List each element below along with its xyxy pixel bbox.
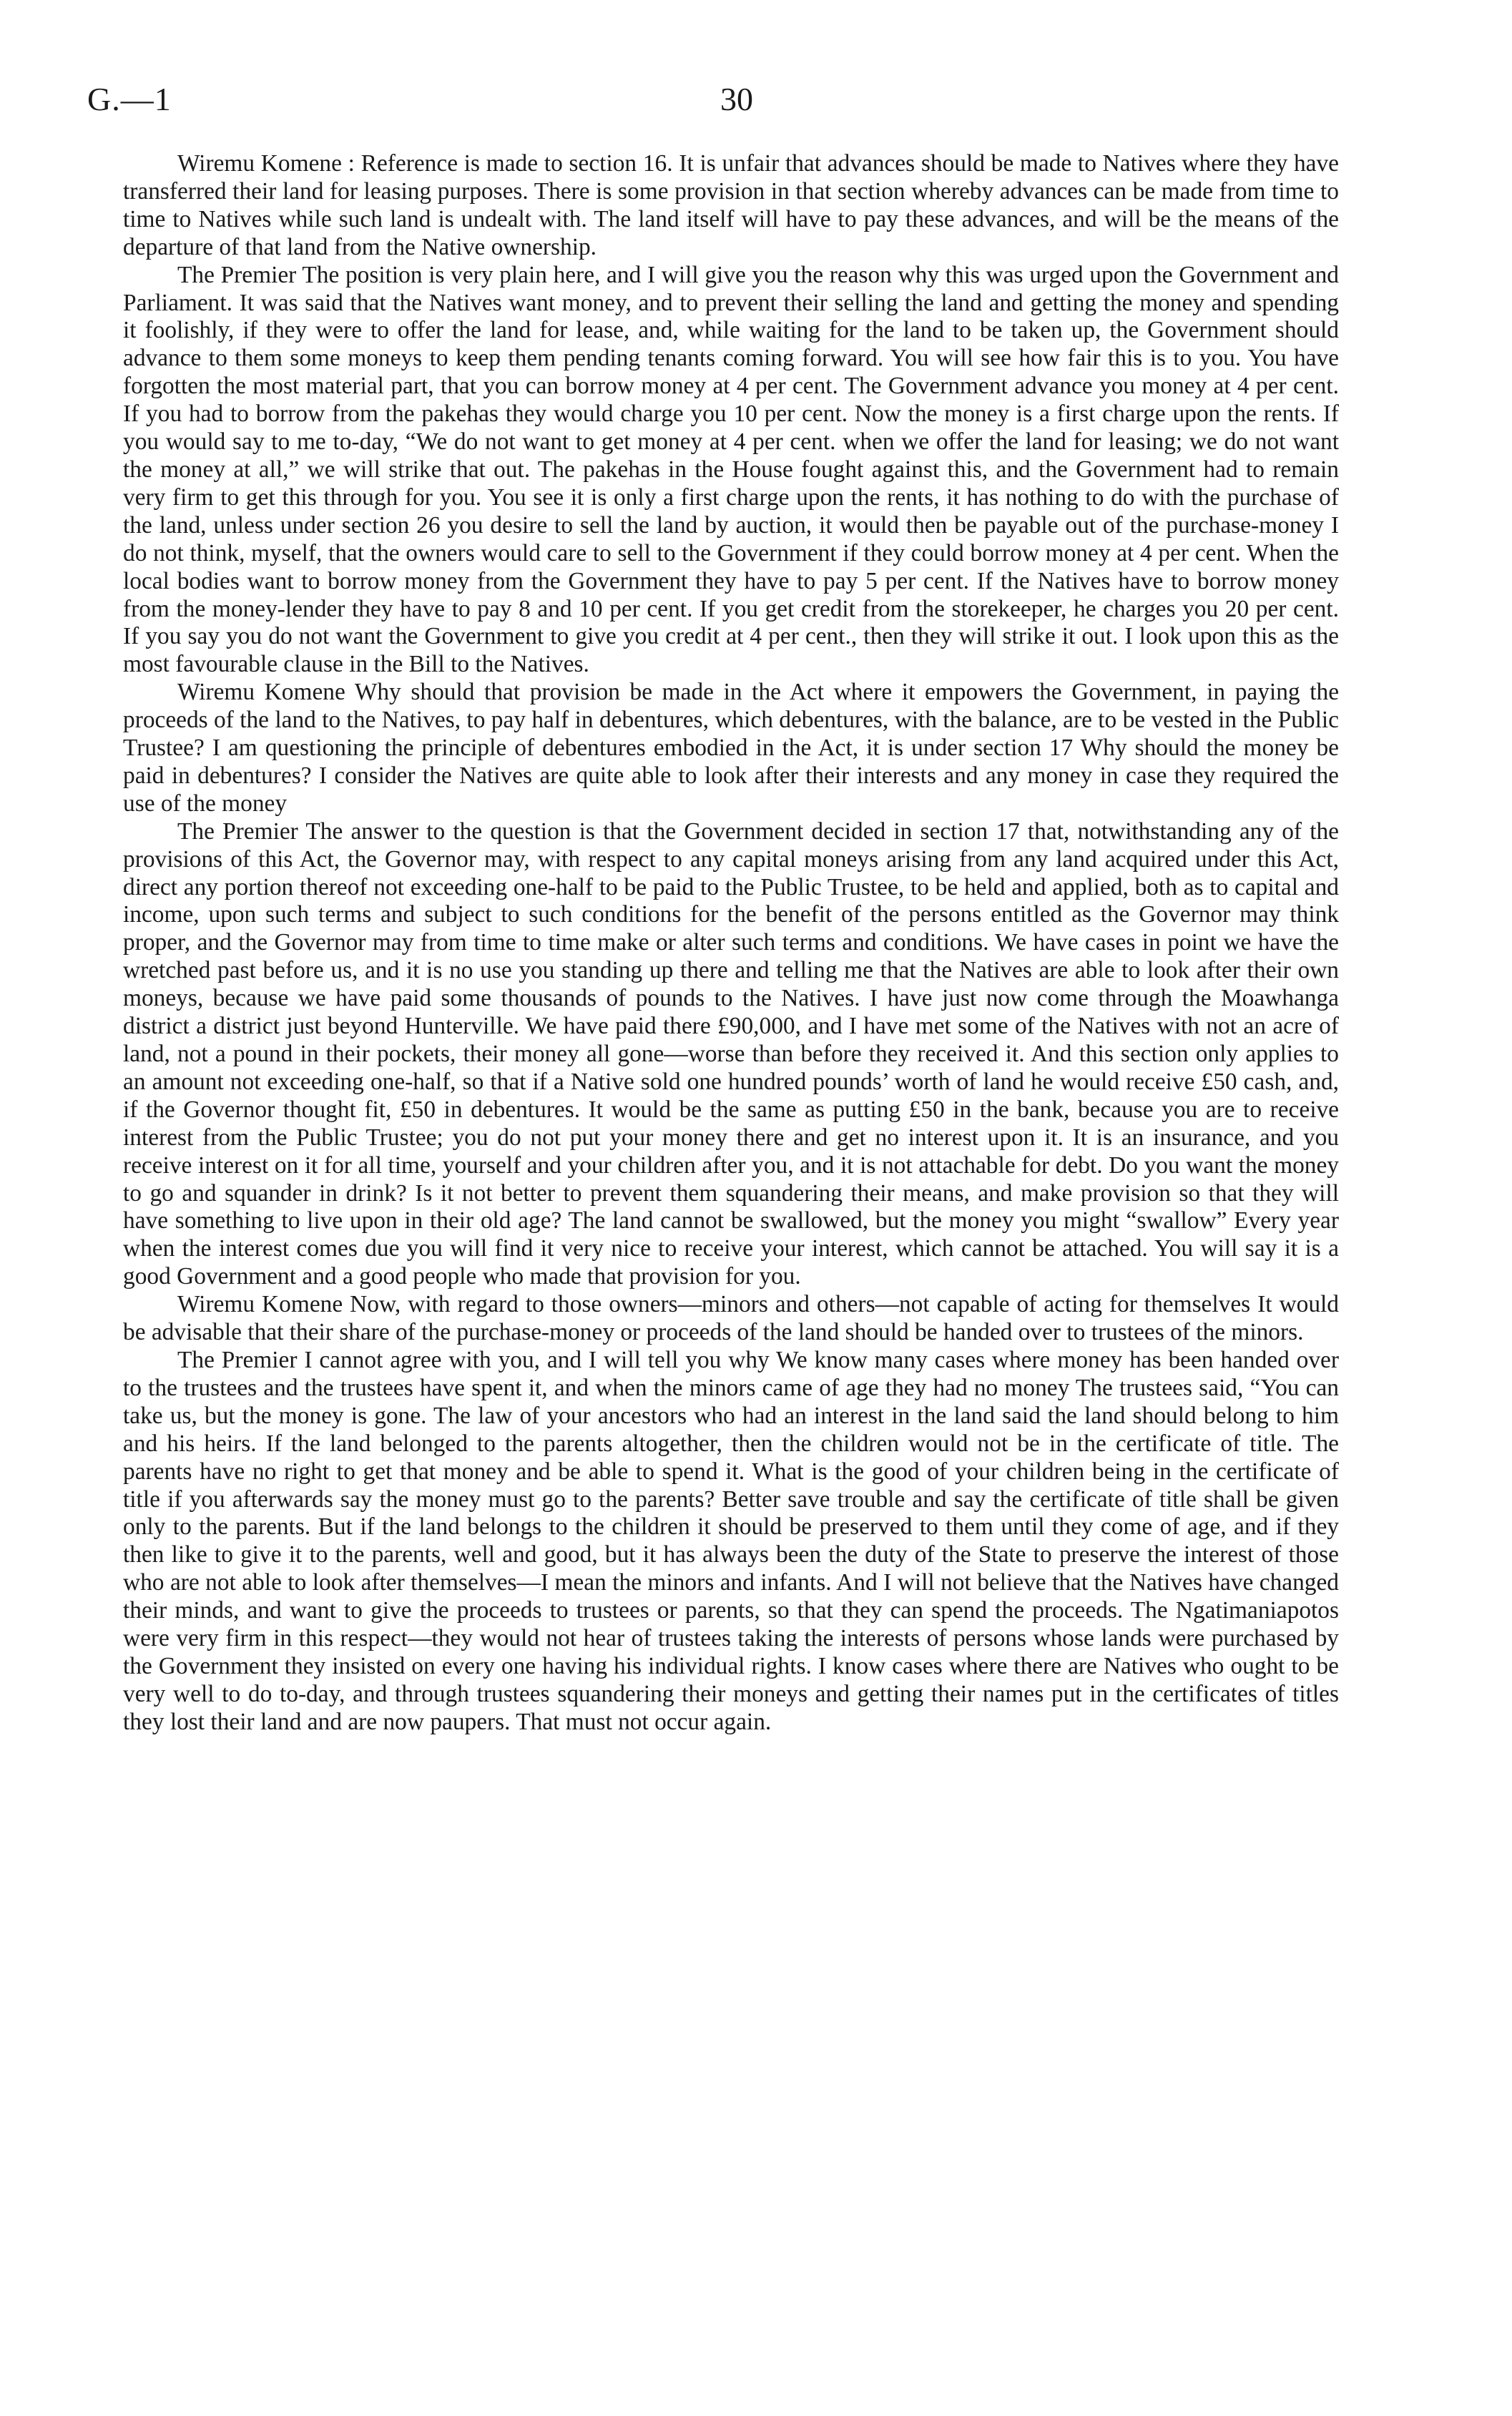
paragraph-text: The position is very plain here, and I will give you the reason why this was urged upon the Government and Parliament. It was said that the Natives want money, and to prevent their selling the land and getting the money and spending it foolishly, if they were to offer the land for lease, and, while waiting for the land to be taken up, the Government should advance to them some moneys to keep them pending tenants coming forward. You will see how fair this is to you. You have forgotten the most material part, that you can borrow money at 4 per cent. The Government advance you money at 4 per cent. If you had to borrow from the pakehas they would charge you 10 per cent. Now the money is a first charge upon the rents. If you would say to me to-day, “We do not want to get money at 4 per cent. when we offer the land for leasing; we do not want the money at all,” we will strike that out. The pakehas in the House fought against this, and the Government had to remain very firm to get this through for you. You see it is only a first charge upon the rents, it has nothing to do with the purchase of the land, unless under section 26 you desire to sell the land by auction, it would then be payable out of the purchase-money I do not think, myself, that the owners would care to sell to the Government if they could borrow money at 4 per cent. When the local bodies want to borrow money from the Government they have to pay 5 per cent. If the Natives have to borrow money from the money-lender they have to pay 8 and 10 per cent. If you get credit from the storekeeper, he charges you 20 per cent. If you say you do not want the Government to give you credit at 4 per cent., then they will strike it out. I look upon this as the most favourable clause in the Bill to the Natives. — [123, 261, 1339, 678]
paragraph-text: Now, with regard to those owners—minors and others—not capable of acting for themselves It would be advisable that their share of the purchase-money or proceeds of the land should be handed over to trustees of the minors. — [123, 1291, 1339, 1346]
page-header — [87, 80, 1425, 123]
paragraph-premier-1 — [123, 262, 1339, 679]
paragraph-wiremu-komene-2 — [123, 679, 1339, 818]
speaker-name: Wiremu Komene — [177, 679, 345, 706]
paragraph-text: The answer to the question is that the Government decided in section 17 that, notwithstanding any of the provisions of this Act, the Governor may, with respect to any capital moneys arising from any land acquired under this Act, direct any portion thereof not exceeding one-half to be paid to the Public Trustee, to be held and applied, both as to capital and income, upon such terms and subject to such conditions for the benefit of the persons entitled as the Governor may think proper, and the Governor may from time to time make or alter such terms and conditions. We have cases in point we have the wretched past before us, and it is no use you standing up there and telling me that the Natives are able to look after their own moneys, because we have paid some thousands of pounds to the Natives. I have just now come through the Moawhanga district a district just beyond Hunterville. We have paid there £90,000, and I have met some of the Natives with not an acre of land, not a pound in their pockets, their money all gone—worse than before they received it. And this section only applies to an amount not exceeding one-half, so that if a Native sold one hundred pounds’ worth of land he would receive £50 cash, and, if the Governor thought fit, £50 in debentures. It would be the same as putting £50 in the bank, because you are to receive interest from the Public Trustee; you do not put your money there and get no interest upon it. It is an insurance, and you receive interest on it for all time, yourself and your children after you, and it is not attachable for debt. Do you want the money to go and squander in drink? Is it not better to prevent them squandering their means, and make provision so that they will have something to live upon in their old age? The land cannot be swallowed, but the money you might “swallow” Every year when the interest comes due you will find it very nice to receive your interest, which cannot be attached. You will say it is a good Government and a good people who made that provision for you. — [123, 817, 1339, 1290]
page-body — [123, 150, 1339, 1737]
paragraph-text: Why should that provision be made in the Act where it empowers the Government, in paying the proceeds of the land to the Natives, to pay half in debentures, which debentures, with the balance, are to be vested in the Public Trustee? I am questioning the principle of debentures embodied in the Act, it is under section 17 Why should the money be paid in debentures? I consider the Natives are quite able to look after their interests and any money in case they required the use of the money — [123, 679, 1340, 817]
paragraph-text: I cannot agree with you, and I will tell you why We know many cases where money has been handed over to the trustees and the trustees have spent it, and when the minors came of age they had no money The trustees said, “You can take us, but the money is gone. The law of your ancestors who had an interest in the land said the land should belong to him and his heirs. If the land belonged to the parents altogether, then the children would not be in the certificate of title. The parents have no right to get that money and be able to spend it. What is the good of your children being in the certificate of title if you afterwards say the money must go to the parents? Better save trouble and say the certificate of title shall be given only to the parents. But if the land belongs to the children it should be preserved to them until they come of age, and if they then like to give it to the parents, well and good, but it has always been the duty of the State to preserve the interest of those who are not able to look after themselves—I mean the minors and infants. And I will not believe that the Natives have changed their minds, and want to give the proceeds to trustees or parents, so that they can spend the proceeds. The Ngatimaniapotos were very firm in this respect—they would not hear of trustees taking the interests of persons whose lands were purchased by the Government they insisted on every one having his individual rights. I know cases where there are Natives who ought to be very well to do to-day, and through trustees squandering their moneys and getting their names put in the certificates of titles they lost their land and are now paupers. That must not occur again. — [123, 1346, 1339, 1735]
speaker-name: The Premier — [177, 1346, 298, 1373]
page-number: 30 — [720, 81, 753, 117]
speaker-name: Wiremu Komene : — [177, 150, 355, 177]
paragraph-premier-3 — [123, 1347, 1339, 1737]
document-reference: G.—1 — [87, 81, 172, 117]
speaker-name: The Premier — [177, 817, 298, 845]
speaker-name: Wiremu Komene — [177, 1291, 343, 1318]
paragraph-wiremu-komene-1 — [123, 150, 1339, 262]
paragraph-premier-2 — [123, 818, 1339, 1291]
paragraph-wiremu-komene-3 — [123, 1291, 1339, 1347]
paragraph-text: Reference is made to section 16. It is unfair that advances should be made to Natives where they have transferred their land for leasing purposes. There is some provision in that section whereby advances can be made from time to time to Natives while such land is undealt with. The land itself will have to pay these advances, and will be the means of the departure of that land from the Native ownership. — [123, 150, 1339, 260]
speaker-name: The Premier — [177, 261, 297, 288]
